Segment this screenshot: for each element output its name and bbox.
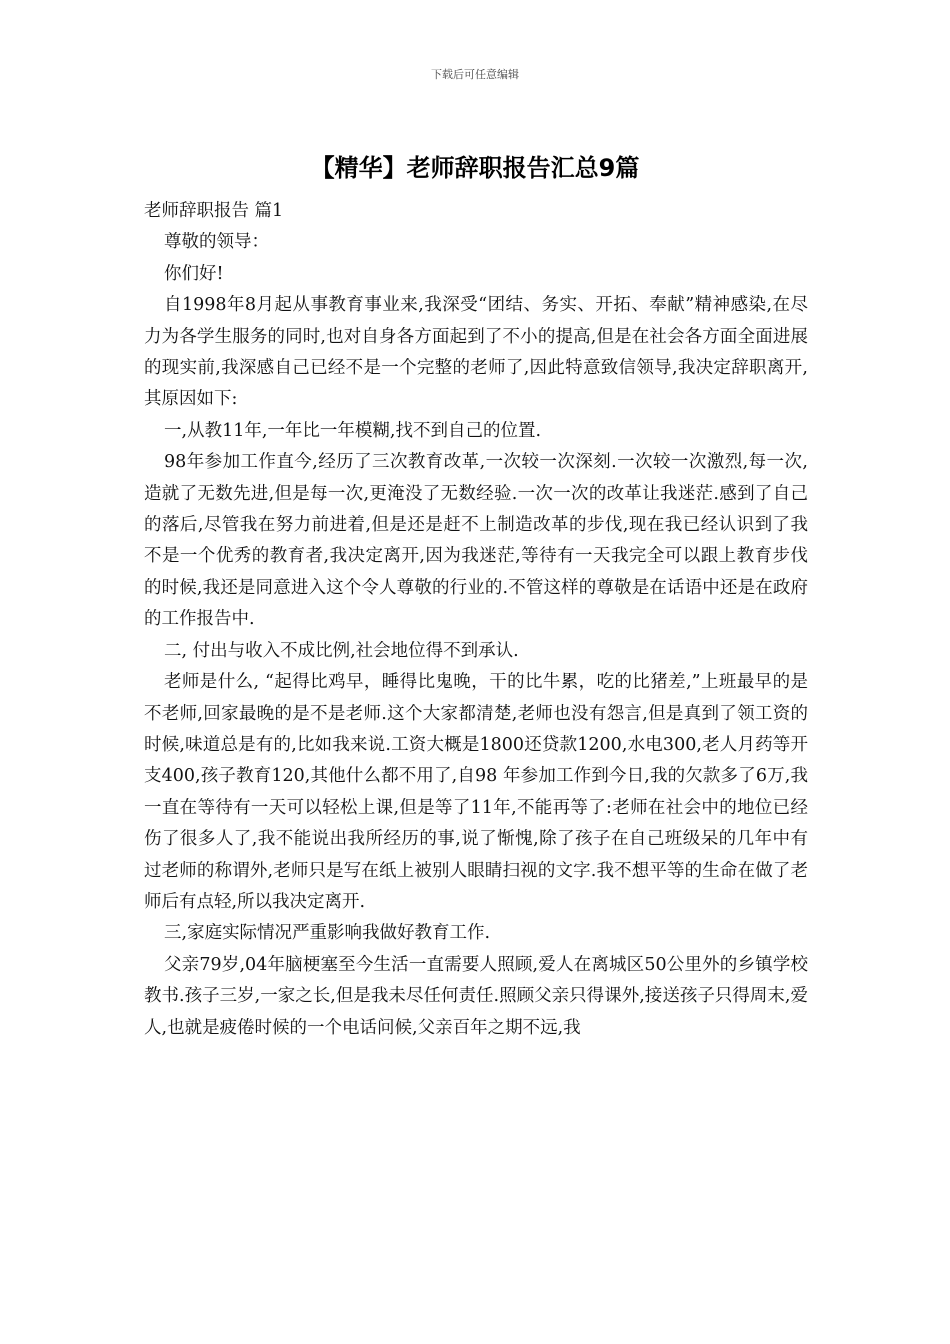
greeting: 你们好!	[164, 263, 224, 284]
salutation: 尊敬的领导：	[164, 232, 269, 253]
reason-heading-1: 一,从教11年,一年比一年模糊,找不到自己的位置.	[164, 420, 542, 441]
document-body	[144, 196, 808, 1044]
body-paragraph-intro: 自1998年8月起从事教育事业来,我深受“团结、务实、开拓、奉献”精神感染,在尽力为各学生服务的同时,也对自身各方面起到了不小的提高,但是在社会各方面全面进展的现实前,我深感自己已经不是一个完整的老师了,因此特意致信领导,我决定辞职离开,其原因如下:	[144, 295, 808, 410]
document-title: 【精华】老师辞职报告汇总9篇	[310, 154, 640, 182]
body-paragraph-reason-1: 98年参加工作直今,经历了三次教育改革,一次较一次深刻.一次较一次激烈,每一次,造就了无数先进,但是每一次,更淹没了无数经验.一次一次的改革让我迷茫.感到了自己的落后,尽管我在努力前进着,但是还是赶不上制造改革的步伐,现在我已经认识到了我不是一个优秀的教育者,我决定离开,因为我迷茫,等待有一天我完全可以跟上教育步伐的时候,我还是同意进入这个令人尊敬的行业的.不管这样的尊敬是在话语中还是在政府的工作报告中.	[144, 452, 808, 630]
reason-heading-3: 三,家庭实际情况严重影响我做好教育工作.	[164, 923, 491, 944]
section-heading: 老师辞职报告 篇1	[144, 201, 284, 221]
page-header-note: 下载后可任意编辑	[431, 68, 519, 81]
body-paragraph-reason-3: 父亲79岁,04年脑梗塞至今生活一直需要人照顾,爱人在离城区50公里外的乡镇学校教书.孩子三岁,一家之长,但是我未尽任何责任.照顾父亲只得课外,接送孩子只得周末,爱人,也就是疲倦时候的一个电话问候,父亲百年之期不远,我	[144, 954, 808, 1038]
reason-heading-2: 二, 付出与收入不成比例,社会地位得不到承认.	[164, 640, 519, 661]
body-paragraph-reason-2: 老师是什么, “起得比鸡早，睡得比鬼晚，干的比牛累，吃的比猪差,”上班最早的是不老师,回家最晚的是不是老师.这个大家都清楚,老师也没有怨言,但是真到了领工资的时候,味道总是有的,比如我来说.工资大概是1800还贷款1200,水电300,老人月药等开支400,孩子教育120,其他什么都不用了,自98 年参加工作到今日,我的欠款多了6万,我一直在等待有一天可以轻松上课,但是等了11年,不能再等了:老师在社会中的地位已经伤了很多人了,我不能说出我所经历的事,说了惭愧,除了孩子在自己班级呆的几年中有过老师的称谓外,老师只是写在纸上被别人眼睛扫视的文字.我不想平等的生命在做了老师后有点轻,所以我决定离开.	[144, 672, 808, 912]
